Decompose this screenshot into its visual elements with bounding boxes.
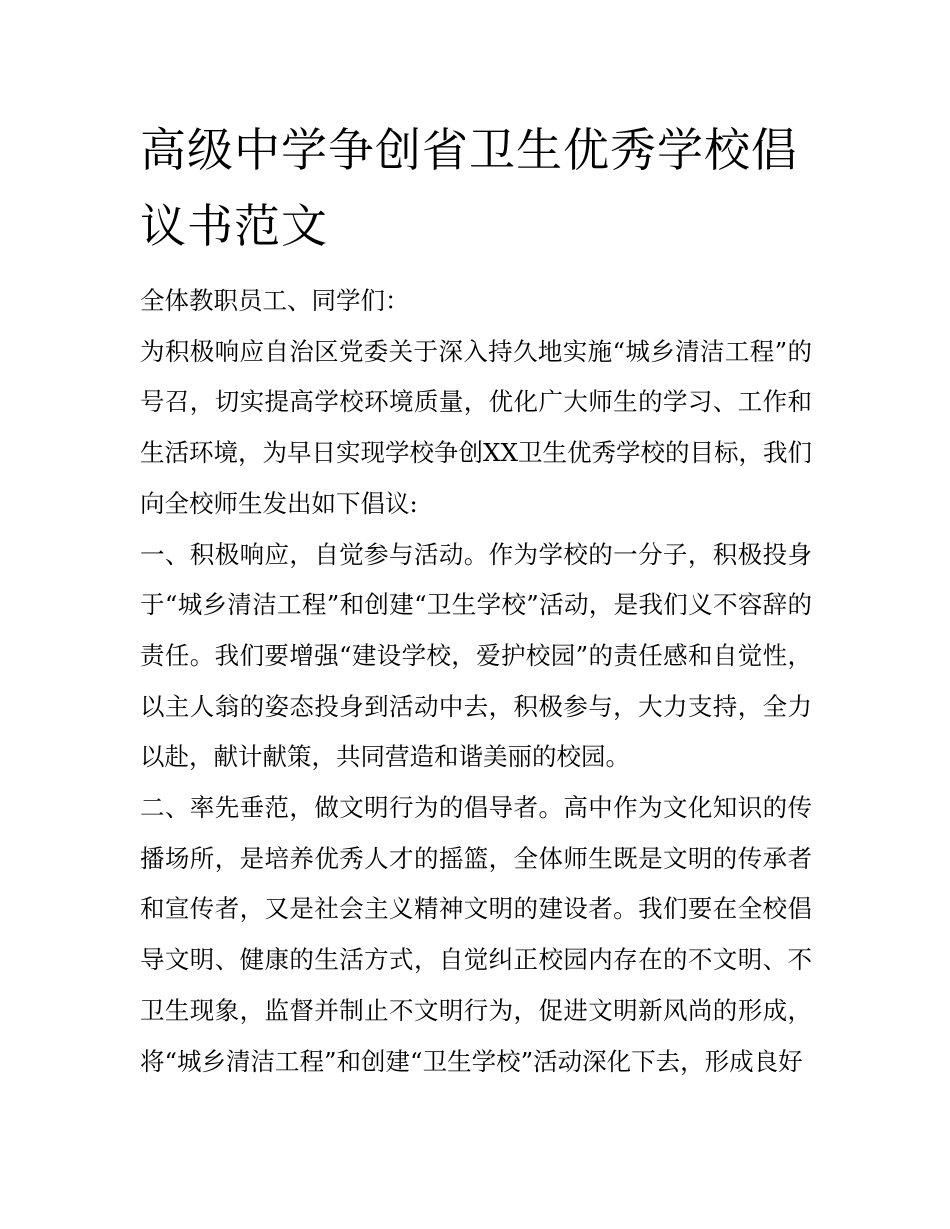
document-title: 高级中学争创省卫生优秀学校倡议书范文 [140,123,798,253]
paragraph-two: 二、率先垂范，做文明行为的倡导者。高中作为文化知识的传播场所，是培养优秀人才的摇篮，全体师生既是文明的传承者和宣传者，又是社会主义精神文明的建设者。我们要在全校倡导文明、健康的生活方式，自觉纠正校园内存在的不文明、不卫生现象，监督并制止不文明行为，促进文明新风尚的形成，将“城乡清洁工程”和创建“卫生学校”活动深化下去，形成良好 [140,793,812,1076]
paragraph-one: 一、积极响应，自觉参与活动。作为学校的一分子，积极投身于“城乡清洁工程”和创建“卫生学校”活动，是我们义不容辞的责任。我们要增强“建设学校，爱护校园”的责任感和自觉性，以主人翁的姿态投身到活动中去，积极参与，大力支持，全力以赴，献计献策，共同营造和谐美丽的校园。 [140,539,812,772]
document-body [140,276,812,1087]
salutation: 全体教职员工、同学们： [140,286,410,315]
paragraph-intro: 为积极响应自治区党委关于深入持久地实施“城乡清洁工程”的号召，切实提高学校环境质量，优化广大师生的学习、工作和生活环境，为早日实现学校争创XX卫生优秀学校的目标，我们向全校师生发出如下倡议: [140,336,812,518]
